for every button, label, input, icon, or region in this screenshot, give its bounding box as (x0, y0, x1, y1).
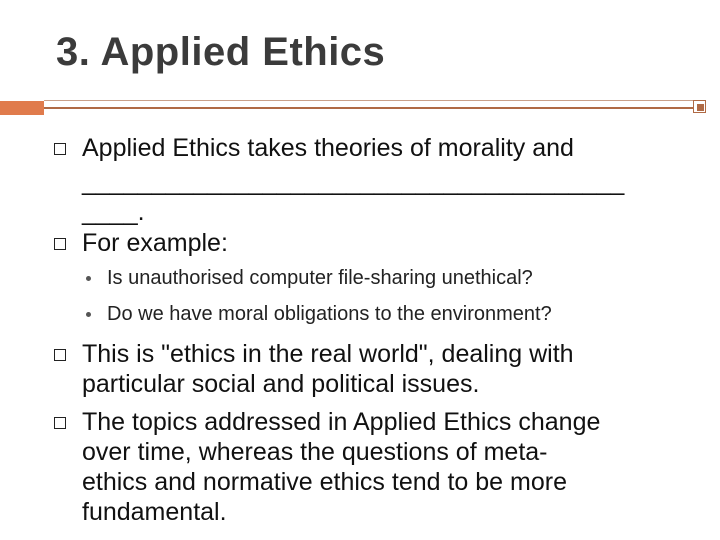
square-bullet-icon (54, 417, 66, 429)
bullet-4-line-2: over time, whereas the questions of meta- (82, 438, 548, 466)
sub-bullet-dot-icon (86, 276, 91, 281)
square-bullet-icon (54, 143, 66, 155)
square-bullet-icon (54, 238, 66, 250)
title-divider-top (44, 100, 693, 101)
bullet-1-line-1: Applied Ethics takes theories of morality and (82, 134, 574, 162)
divider-end-square-inner (697, 104, 704, 111)
bullet-1-line-3: ____. (82, 198, 145, 226)
title-accent-bar (0, 101, 44, 115)
bullet-2-line-1: For example: (82, 229, 228, 257)
sub-bullet-1: Is unauthorised computer file-sharing unethical? (107, 267, 533, 289)
bullet-1-line-2: _______________________________________ (82, 168, 625, 196)
bullet-3-line-2: particular social and political issues. (82, 370, 480, 398)
title-divider (44, 107, 693, 109)
bullet-4-line-1: The topics addressed in Applied Ethics change (82, 408, 601, 436)
bullet-4-line-3: ethics and normative ethics tend to be more (82, 468, 567, 496)
square-bullet-icon (54, 349, 66, 361)
slide-title: 3. Applied Ethics (56, 30, 386, 74)
sub-bullet-2: Do we have moral obligations to the environment? (107, 303, 552, 325)
bullet-4-line-4: fundamental. (82, 498, 227, 526)
bullet-3-line-1: This is "ethics in the real world", dealing with (82, 340, 574, 368)
sub-bullet-dot-icon (86, 312, 91, 317)
